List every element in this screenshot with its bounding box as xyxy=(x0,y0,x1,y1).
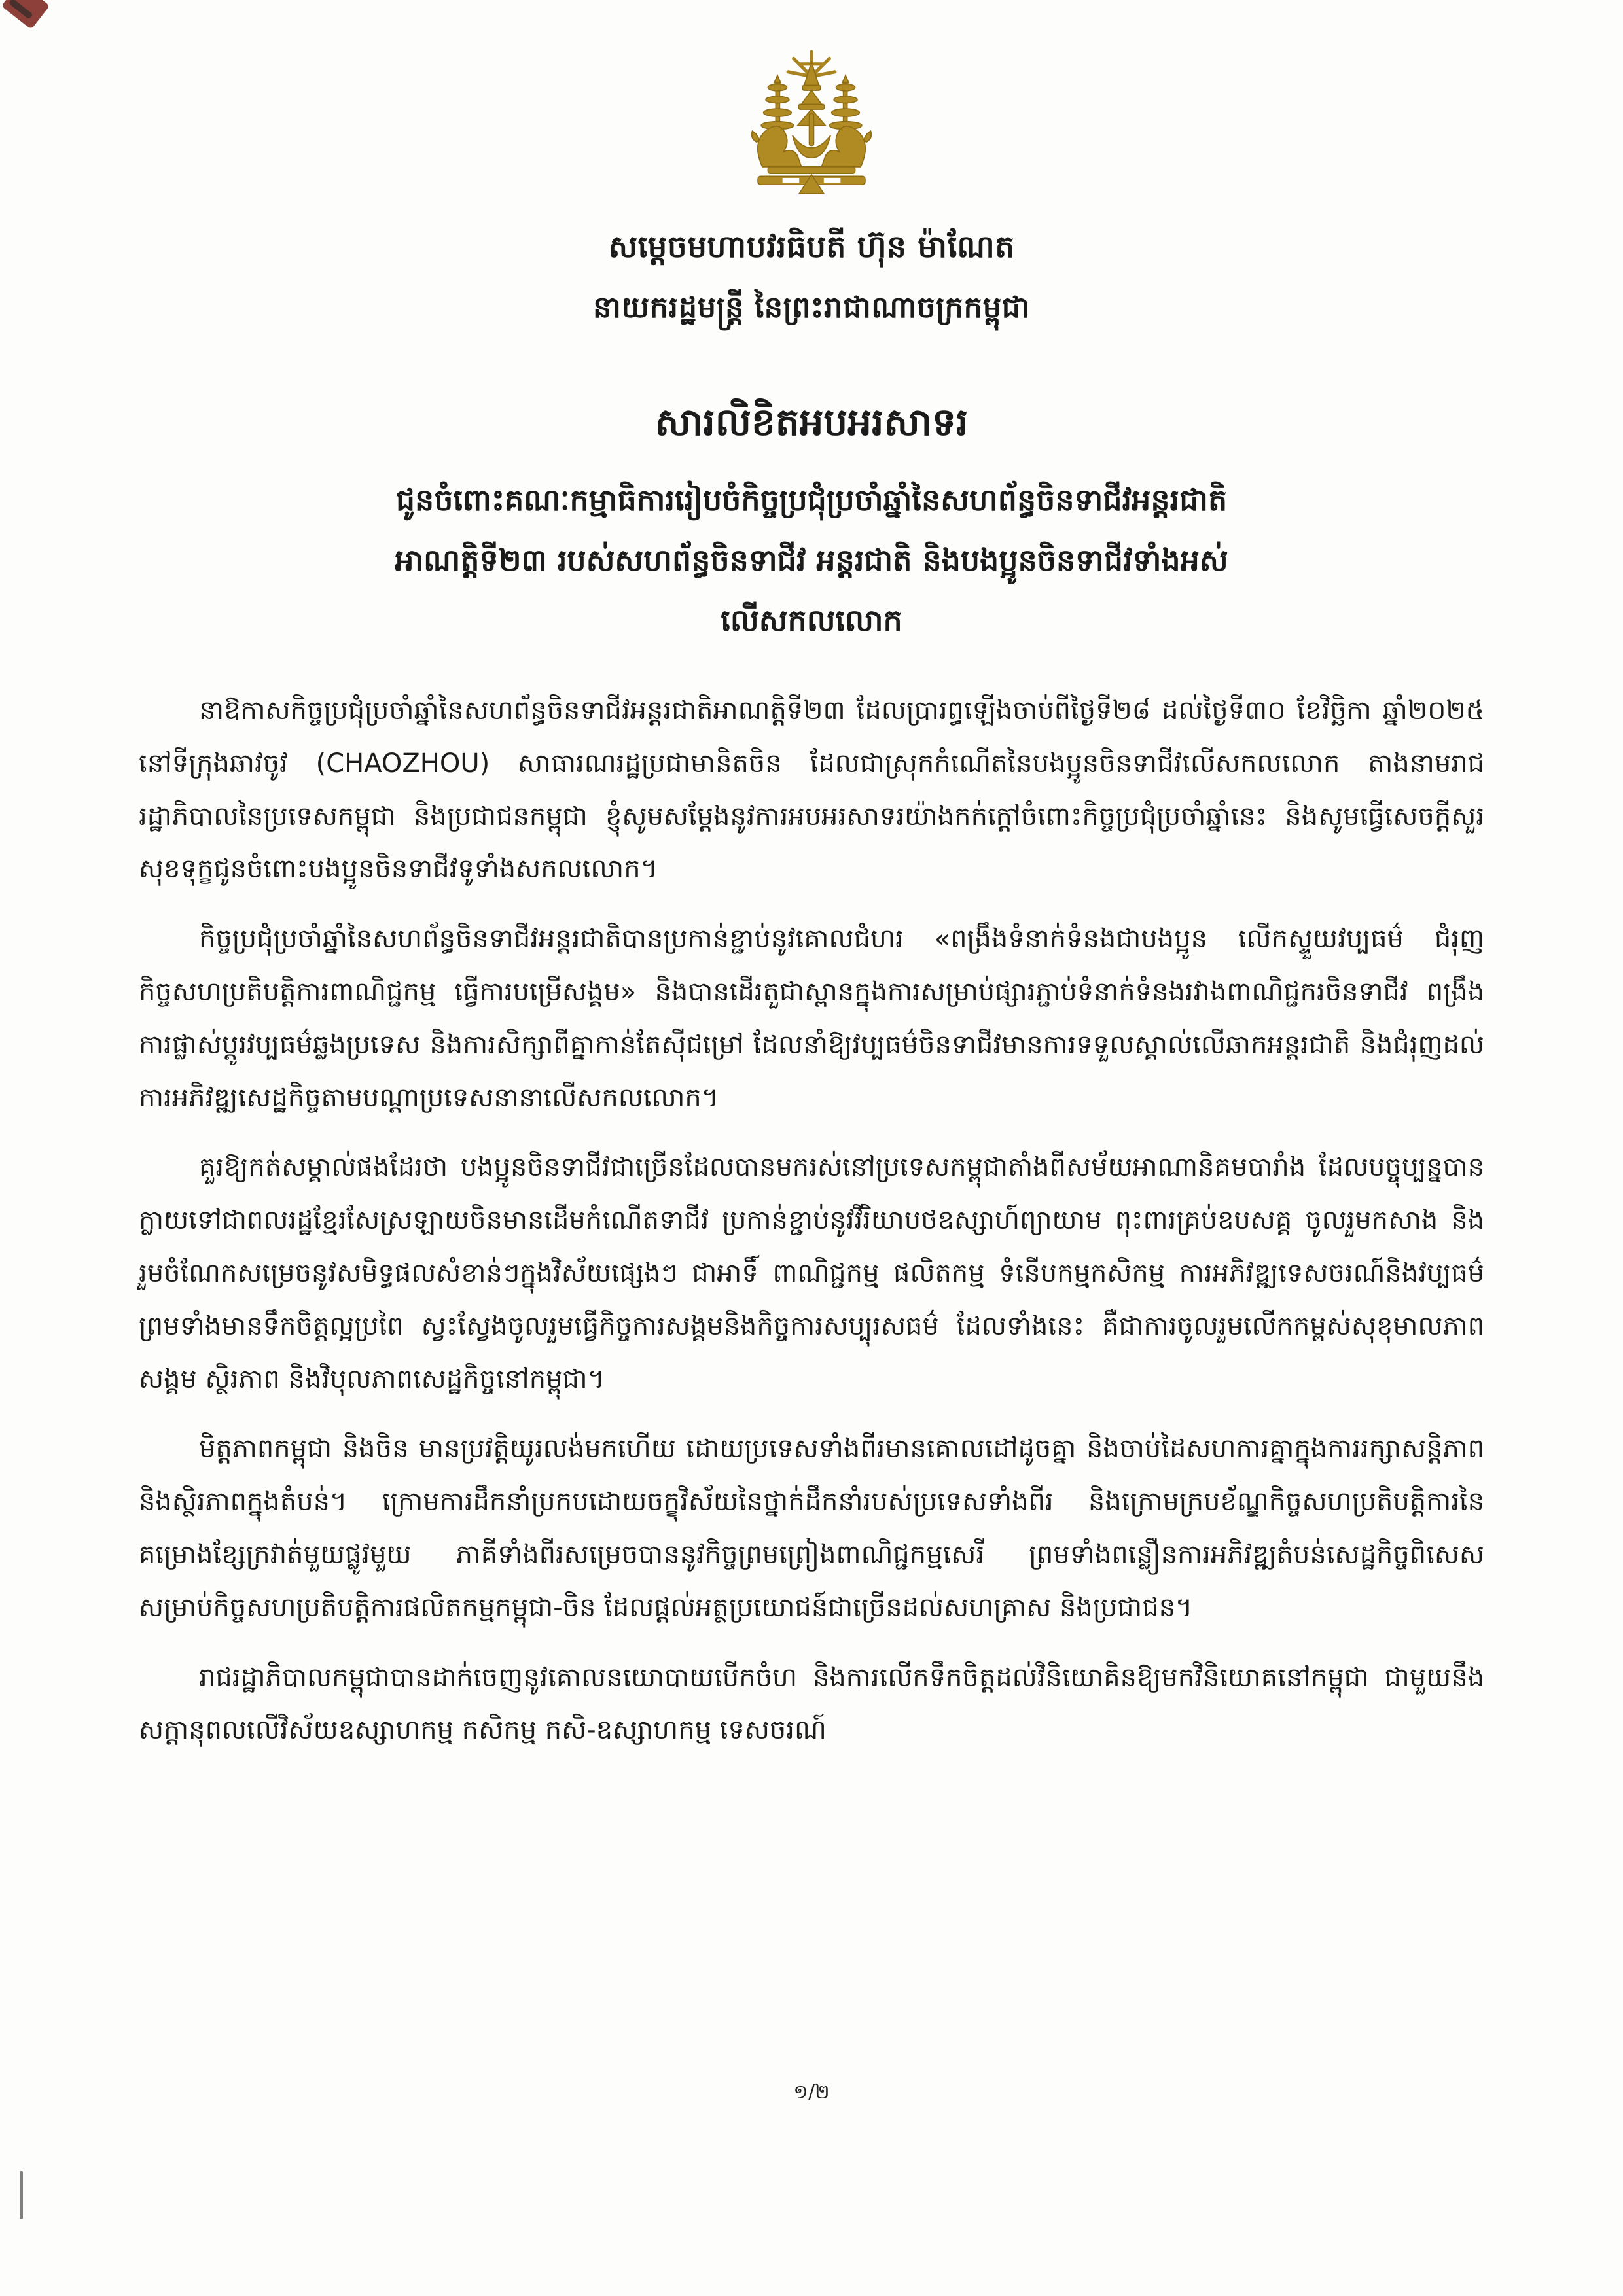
body-paragraph: កិច្ចប្រជុំប្រចាំឆ្នាំនៃសហព័ន្ធចិនទាជីវអន្តរជាតិបានប្រកាន់ខ្ជាប់នូវគោលជំហរ «ពង្រឹងទំនាក់ទំនងជាបងប្អូន លើកស្ទួយវប្បធម៌ ជំរុញកិច្ចសហប្រតិបត្តិការពាណិជ្ជកម្ម ធ្វើការបម្រើសង្គម» និងបានដើរតួជាស្ពានក្នុងការសម្រាប់ផ្សារភ្ជាប់ទំនាក់ទំនងរវាងពាណិជ្ជករចិនទាជីវ ពង្រឹងការផ្លាស់ប្តូរវប្បធម៌ឆ្លងប្រទេស និងការសិក្សាពីគ្នាកាន់តែស៊ីជម្រៅ ដែលនាំឱ្យវប្បធម៌ចិនទាជីវមានការទទួលស្គាល់លើឆាកអន្តរជាតិ និងជំរុញដល់ការអភិវឌ្ឍសេដ្ឋកិច្ចតាមបណ្តាប្រទេសនានាលើសកលលោក។ xyxy=(139,924,1484,1113)
page-title: សារលិខិតអបអរសាទរ xyxy=(654,400,969,444)
body-paragraph: មិត្តភាពកម្ពុជា និងចិន មានប្រវត្តិយូរលង់មកហើយ ដោយប្រទេសទាំងពីរមានគោលដៅដូចគ្នា និងចាប់ដៃសហការគ្នាក្នុងការរក្សាសន្តិភាព និងស្ថិរភាពក្នុងតំបន់។ ក្រោមការដឹកនាំប្រកបដោយចក្ខុវិស័យនៃថ្នាក់ដឹកនាំរបស់ប្រទេសទាំងពីរ និងក្រោមក្របខ័ណ្ឌកិច្ចសហប្រតិបត្តិការនៃគម្រោងខ្សែក្រវាត់មួយផ្លូវមួយ ភាគីទាំងពីរសម្រេចបាននូវកិច្ចព្រមព្រៀងពាណិជ្ជកម្មសេរី ព្រមទាំងពន្លឿនការអភិវឌ្ឍតំបន់សេដ្ឋកិច្ចពិសេសសម្រាប់កិច្ចសហប្រតិបត្តិការផលិតកម្មកម្ពុជា-ចិន ដែលផ្តល់អត្ថប្រយោជន៍ជាច្រើនដល់សហគ្រាស និងប្រជាជន។ xyxy=(139,1434,1484,1623)
body-paragraph: រាជរដ្ឋាភិបាលកម្ពុជាបានដាក់ចេញនូវគោលនយោបាយបើកចំហ និងការលើកទឹកចិត្តដល់វិនិយោគិនឱ្យមកវិនិយោគនៅកម្ពុជា ជាមួយនឹងសក្តានុពលលើវិស័យឧស្សាហកម្ម កសិកម្ម កសិ-ឧស្សាហកម្ម ទេសចរណ៍ xyxy=(139,1662,1484,1746)
subtitle-line: ជូនចំពោះគណៈកម្មាធិការរៀបចំកិច្ចប្រជុំប្រចាំឆ្នាំនៃសហព័ន្ធចិនទាជីវអន្តរជាតិ xyxy=(395,482,1228,518)
document-header xyxy=(0,229,1623,325)
subtitle-line: អាណត្តិទី២៣ របស់សហព័ន្ធចិនទាជីវ អន្តរជាតិ និងបងប្អូនចិនទាជីវទាំងអស់ xyxy=(395,542,1228,578)
body-paragraph: នាឱកាសកិច្ចប្រជុំប្រចាំឆ្នាំនៃសហព័ន្ធចិនទាជីវអន្តរជាតិអាណត្តិទី២៣ ដែលប្រារព្ធឡើងចាប់ពីថ្ងៃទី២៨ ដល់ថ្ងៃទី៣០ ខែវិច្ឆិកា ឆ្នាំ២០២៥ នៅទីក្រុងឆាវចូវ (CHAOZHOU) សាធារណរដ្ឋប្រជាមានិតចិន ដែលជាស្រុកកំណើតនៃបងប្អូនចិនទាជីវលើសកលលោក តាងនាមរាជរដ្ឋាភិបាលនៃប្រទេសកម្ពុជា និងប្រជាជនកម្ពុជា ខ្ញុំសូមសម្តែងនូវការអបអរសាទរយ៉ាងកក់ក្តៅចំពោះកិច្ចប្រជុំប្រចាំឆ្នាំនេះ និងសូមធ្វើសេចក្តីសួរសុខទុក្ខជូនចំពោះបងប្អូនចិនទាជីវទូទាំងសកលលោក។ xyxy=(139,696,1484,885)
subtitle-line: លើសកលលោក xyxy=(721,603,902,638)
royal-arms-emblem xyxy=(0,0,1623,209)
document-body xyxy=(139,684,1484,1757)
body-paragraph: គួរឱ្យកត់សម្គាល់ផងដែរថា បងប្អូនចិនទាជីវជាច្រើនដែលបានមករស់នៅប្រទេសកម្ពុជាតាំងពីសម័យអាណានិគមបារាំង ដែលបច្ចុប្បន្នបានក្លាយទៅជាពលរដ្ឋខ្មែរសែស្រឡាយចិនមានដើមកំណើតទាជីវ ប្រកាន់ខ្ជាប់នូវវីរិយាបថឧស្សាហ៍ព្យាយាម ពុះពារគ្រប់ឧបសគ្គ ចូលរួមកសាង និងរួមចំណែកសម្រេចនូវសមិទ្ធផលសំខាន់ៗក្នុងវិស័យផ្សេងៗ ជាអាទិ៍ ពាណិជ្ជកម្ម ផលិតកម្ម ទំនើបកម្មកសិកម្ម ការអភិវឌ្ឍទេសចរណ៍និងវប្បធម៌ ព្រមទាំងមានទឹកចិត្តល្អប្រពៃ ស្វះស្វែងចូលរួមធ្វើកិច្ចការសង្គមនិងកិច្ចការសប្បុរសធម៌ ដែលទាំងនេះ គឺជាការចូលរួមលើកកម្ពស់សុខុមាលភាពសង្គម ស្ថិរភាព និងវិបុលភាពសេដ្ឋកិច្ចនៅកម្ពុជា។ xyxy=(139,1152,1484,1394)
document-subtitle xyxy=(0,470,1623,650)
scan-artifact-bottom-left xyxy=(20,2171,23,2219)
royal-arms-icon xyxy=(728,47,895,209)
page-number: ១/២ xyxy=(793,2081,830,2104)
sender-name: សម្តេចមហាបវរធិបតី ហ៊ុន ម៉ាណែត xyxy=(608,229,1015,265)
sender-title: នាយករដ្ឋមន្ត្រី នៃព្រះរាជាណាចក្រកម្ពុជា xyxy=(592,290,1031,325)
